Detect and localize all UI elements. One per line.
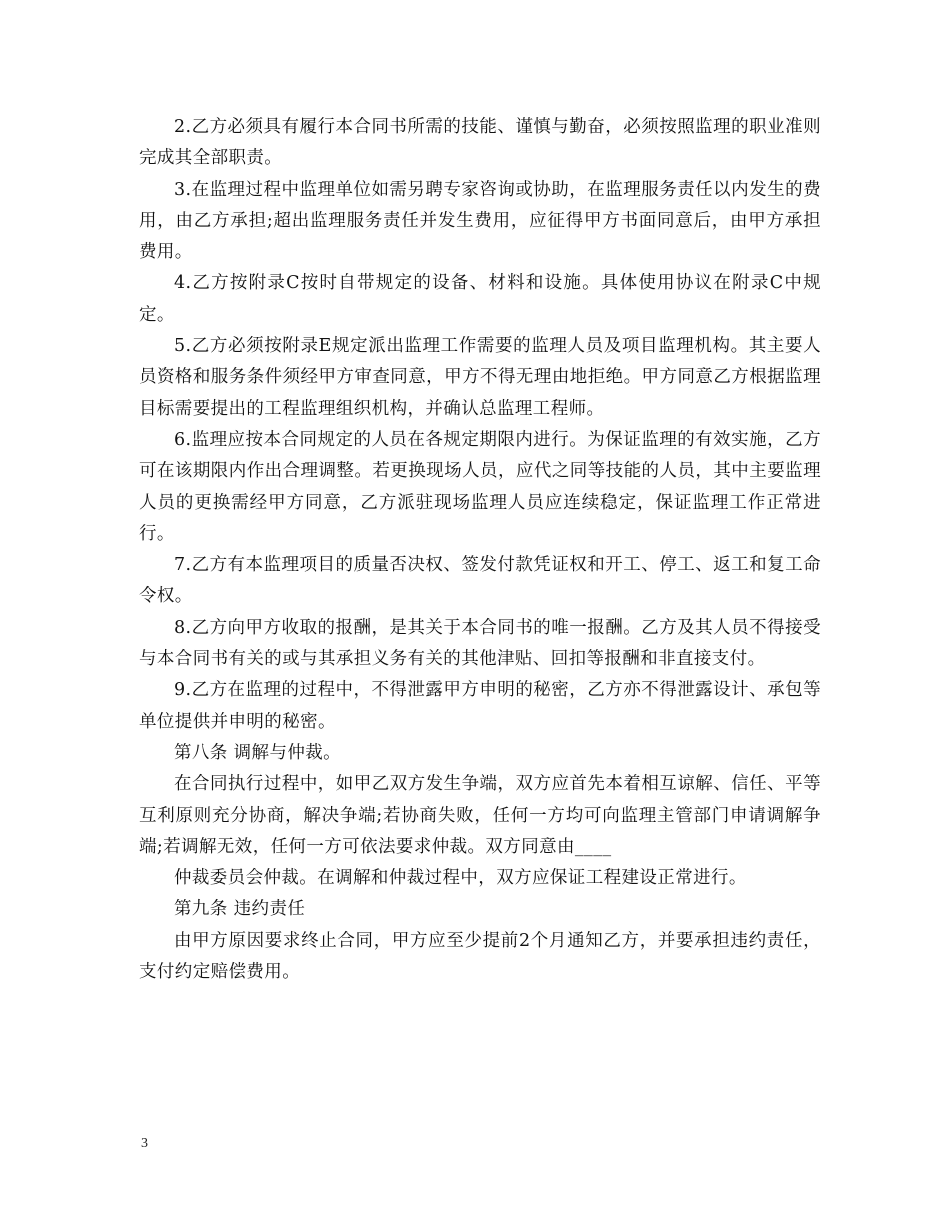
article-8-heading: 第八条 调解与仲裁。 [174, 742, 342, 763]
article-8-arbitration-paragraph: 仲裁委员会仲裁。在调解和仲裁过程中，双方应保证工程建设正常进行。 [174, 868, 747, 889]
page-number: 3 [141, 1136, 148, 1151]
clause-9-paragraph: 9.乙方在监理的过程中，不得泄露甲方申明的秘密，乙方亦不得泄露设计、承包等单位提供并申明的秘密。 [139, 680, 821, 732]
clause-6-paragraph: 6.监理应按本合同规定的人员在各规定期限内进行。为保证监理的有效实施，乙方可在该期限内作出合理调整。若更换现场人员，应代之同等技能的人员，其中主要监理人员的更换需经甲方同意，乙方派驻现场监理人员应连续稳定，保证监理工作正常进行。 [139, 429, 821, 544]
article-9-heading: 第九条 违约责任 [174, 899, 306, 920]
clause-4-paragraph: 4.乙方按附录C按时自带规定的设备、材料和设施。具体使用协议在附录C中规定。 [139, 273, 821, 325]
clause-7-paragraph: 7.乙方有本监理项目的质量否决权、签发付款凭证权和开工、停工、返工和复工命令权。 [139, 555, 821, 607]
article-9-breach-paragraph: 由甲方原因要求终止合同，甲方应至少提前2个月通知乙方，并要承担违约责任，支付约定赔偿费用。 [139, 930, 821, 983]
document-body [139, 112, 821, 988]
clause-8-paragraph: 8.乙方向甲方收取的报酬，是其关于本合同书的唯一报酬。乙方及其人员不得接受与本合同书有关的或与其承担义务有关的其他津贴、回扣等报酬和非直接支付。 [139, 617, 821, 670]
clause-5-paragraph: 5.乙方必须按附录E规定派出监理工作需要的监理人员及项目监理机构。其主要人员资格和服务条件须经甲方审查同意，甲方不得无理由地拒绝。甲方同意乙方根据监理目标需要提出的工程监理组织机构，并确认总监理工程师。 [139, 336, 821, 419]
clause-3-paragraph: 3.在监理过程中监理单位如需另聘专家咨询或协助，在监理服务责任以内发生的费用，由乙方承担;超出监理服务责任并发生费用，应征得甲方书面同意后，由甲方承担费用。 [139, 179, 821, 263]
clause-2-paragraph: 2.乙方必须具有履行本合同书所需的技能、谨慎与勤奋，必须按照监理的职业准则完成其全部职责。 [139, 117, 821, 169]
article-8-dispute-paragraph: 在合同执行过程中，如甲乙双方发生争端，双方应首先本着相互谅解、信任、平等互利原则充分协商，解决争端;若协商失败，任何一方均可向监理主管部门申请调解争端;若调解无效，任何一方可依法要求仲裁。双方同意由____ [139, 774, 821, 857]
